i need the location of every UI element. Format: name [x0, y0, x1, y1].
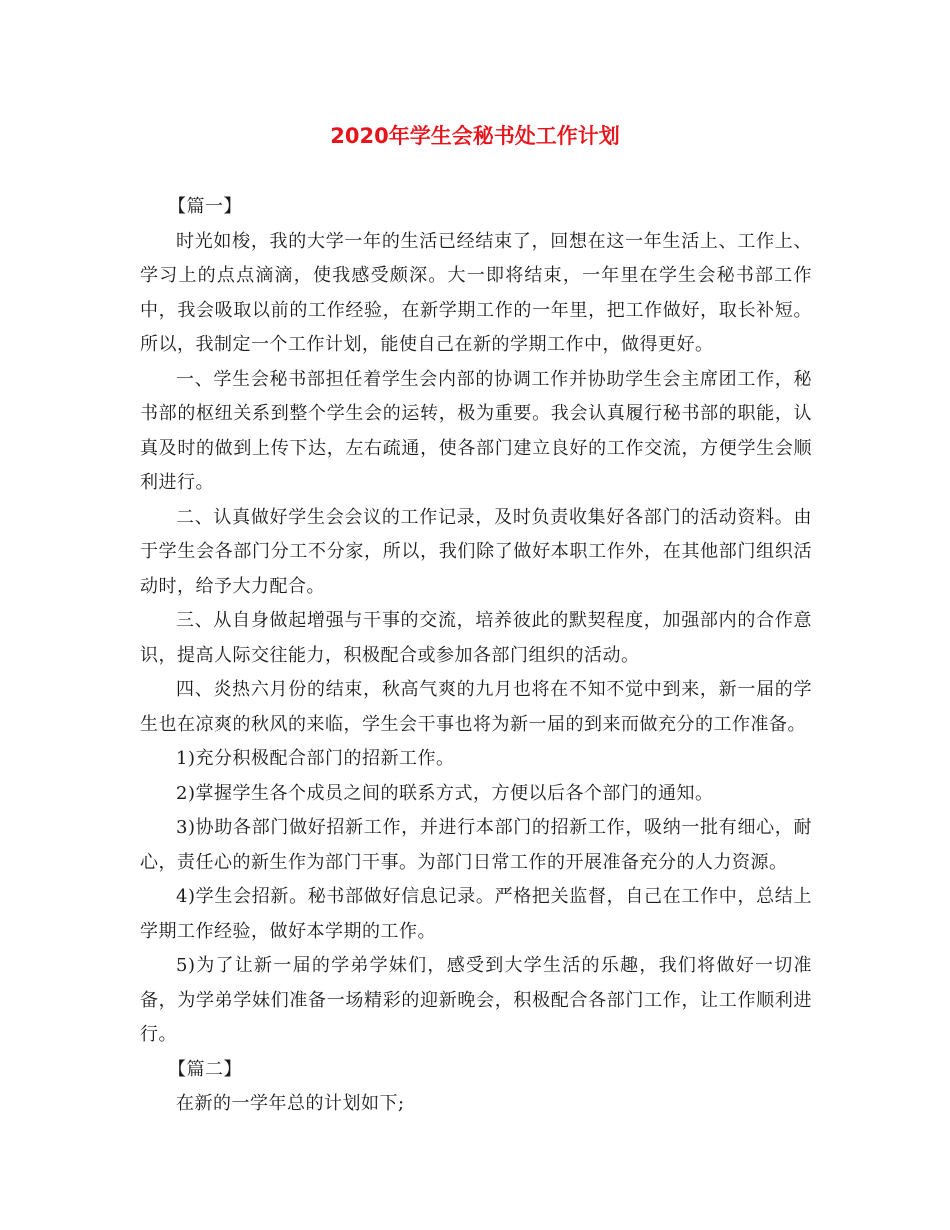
paragraph-intro: 时光如梭，我的大学一年的生活已经结束了，回想在这一年生活上、工作上、学习上的点点滴滴，使我感受颇深。大一即将结束，一年里在学生会秘书部工作中，我会吸取以前的工作经验，在新学期工作的一年里，把工作做好，取长补短。所以，我制定一个工作计划，能使自己在新的学期工作中，做得更好。 [140, 230, 812, 355]
paragraph-point-4: 四、炎热六月份的结束，秋高气爽的九月也将在不知不觉中到来，新一届的学生也在凉爽的秋风的来临，学生会干事也将为新一届的到来而做充分的工作准备。 [140, 679, 812, 735]
list-item-1: 1)充分积极配合部门的招新工作。 [176, 748, 455, 769]
paragraph-point-2: 二、认真做好学生会会议的工作记录，及时负责收集好各部门的活动资料。由于学生会各部门分工不分家，所以，我们除了做好本职工作外，在其他部门组织活动时，给予大力配合。 [140, 506, 812, 597]
document-title: 2020年学生会秘书处工作计划 [330, 124, 620, 148]
paragraph-plan-intro: 在新的一学年总的计划如下; [176, 1093, 405, 1114]
paragraph-point-1: 一、学生会秘书部担任着学生会内部的协调工作并协助学生会主席团工作，秘书部的枢纽关系到整个学生会的运转，极为重要。我会认真履行秘书部的职能，认真及时的做到上传下达，左右疏通，使各部门建立良好的工作交流，方便学生会顺利进行。 [140, 368, 812, 493]
list-item-3: 3)协助各部门做好招新工作，并进行本部门的招新工作，吸纳一批有细心，耐心，责任心的新生作为部门干事。为部门日常工作的开展准备充分的人力资源。 [140, 817, 812, 873]
list-item-4: 4)学生会招新。秘书部做好信息记录。严格把关监督，自己在工作中，总结上学期工作经验，做好本学期的工作。 [140, 886, 812, 942]
section-heading-1: 【篇一】 [168, 196, 242, 217]
list-item-5: 5)为了让新一届的学弟学妹们，感受到大学生活的乐趣，我们将做好一切准备，为学弟学妹们准备一场精彩的迎新晚会，积极配合各部门工作，让工作顺利进行。 [140, 955, 812, 1045]
paragraph-point-3: 三、从自身做起增强与干事的交流，培养彼此的默契程度，加强部内的合作意识，提高人际交往能力，积极配合或参加各部门组织的活动。 [140, 610, 812, 666]
document-body [140, 190, 812, 1122]
section-heading-2: 【篇二】 [168, 1058, 242, 1080]
list-item-2: 2)掌握学生各个成员之间的联系方式，方便以后各个部门的通知。 [176, 782, 714, 804]
